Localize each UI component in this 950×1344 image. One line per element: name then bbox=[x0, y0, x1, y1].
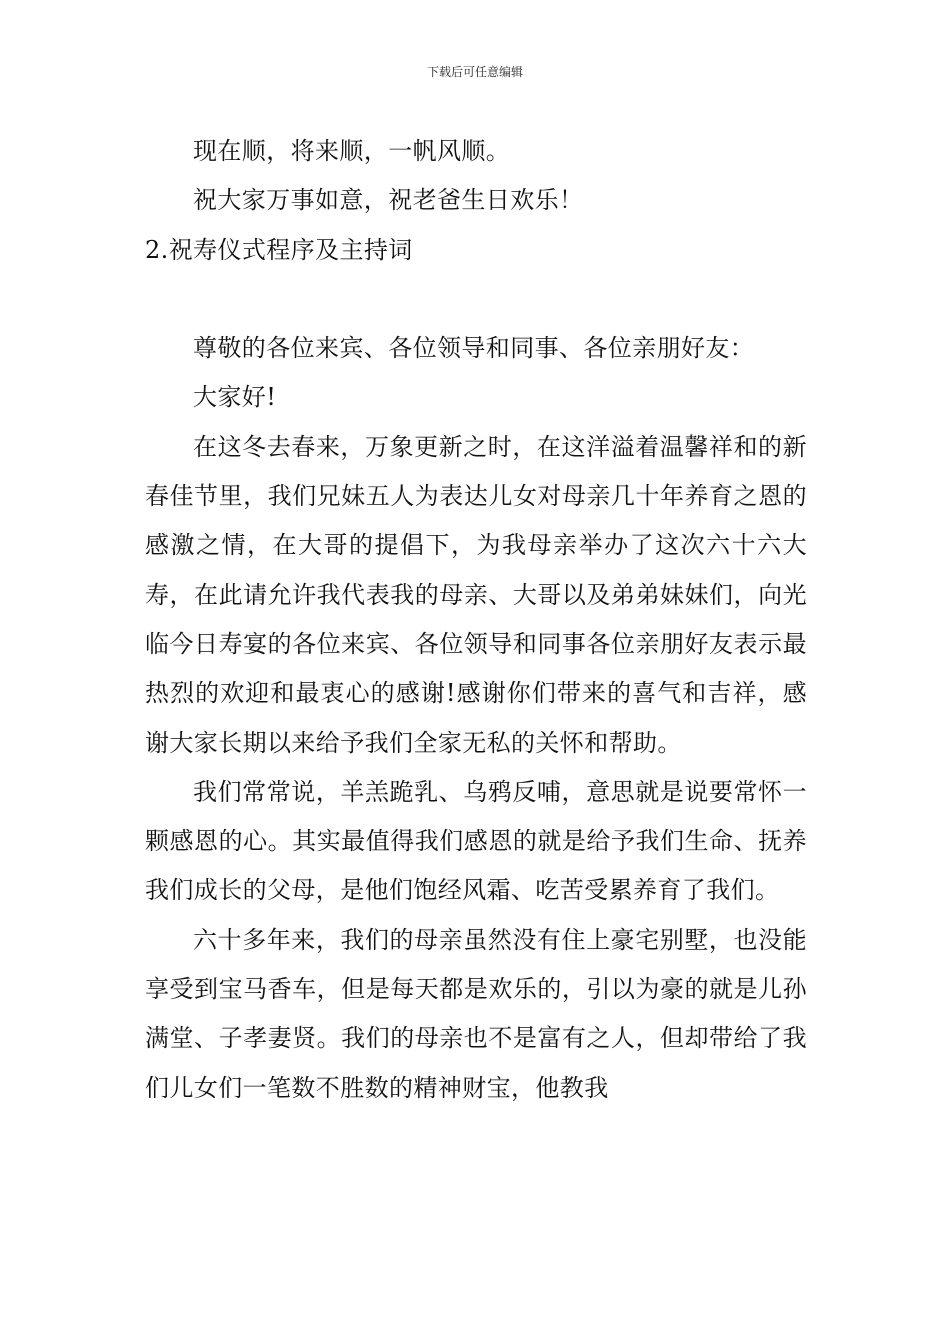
blank-line bbox=[145, 275, 807, 324]
closing-line-1: 现在顺，将来顺，一帆风顺。 bbox=[193, 137, 511, 165]
greeting: 大家好! bbox=[193, 383, 277, 412]
page-header: 下载后可任意编辑 bbox=[426, 65, 523, 79]
body-paragraph: 六十多年来，我们的母亲虽然没有住上豪宅别墅，也没能享受到宝马香车，但是每天都是欢乐的，引以为豪的就是儿孙满堂、子孝妻贤。我们的母亲也不是富有之人，但却带给了我们儿女们一笔数不胜数的精神财宝，他教我 bbox=[145, 925, 807, 1102]
body-paragraph: 我们常常说，羊羔跪乳、乌鸦反哺，意思就是说要常怀一颗感恩的心。其实最值得我们感恩的就是给予我们生命、抚养我们成长的父母，是他们饱经风霜、吃苦受累养育了我们。 bbox=[145, 777, 807, 905]
salutation: 尊敬的各位来宾、各位领导和同事、各位亲朋好友： bbox=[193, 334, 755, 363]
closing-line-2: 祝大家万事如意，祝老爸生日欢乐！ bbox=[193, 186, 584, 215]
document-body bbox=[145, 127, 807, 1113]
section-heading: 2.祝寿仪式程序及主持词 bbox=[145, 235, 413, 264]
body-paragraph: 在这冬去春来，万象更新之时，在这洋溢着温馨祥和的新春佳节里，我们兄妹五人为表达儿女对母亲几十年养育之恩的感激之情，在大哥的提倡下，为我母亲举办了这次六十六大寿，在此请允许我代表我的母亲、大哥以及弟弟妹妹们，向光临今日寿宴的各位来宾、各位领导和同事各位亲朋好友表示最热烈的欢迎和最衷心的感谢!感谢你们带来的喜气和吉祥，感谢大家长期以来给予我们全家无私的关怀和帮助。 bbox=[145, 432, 807, 757]
